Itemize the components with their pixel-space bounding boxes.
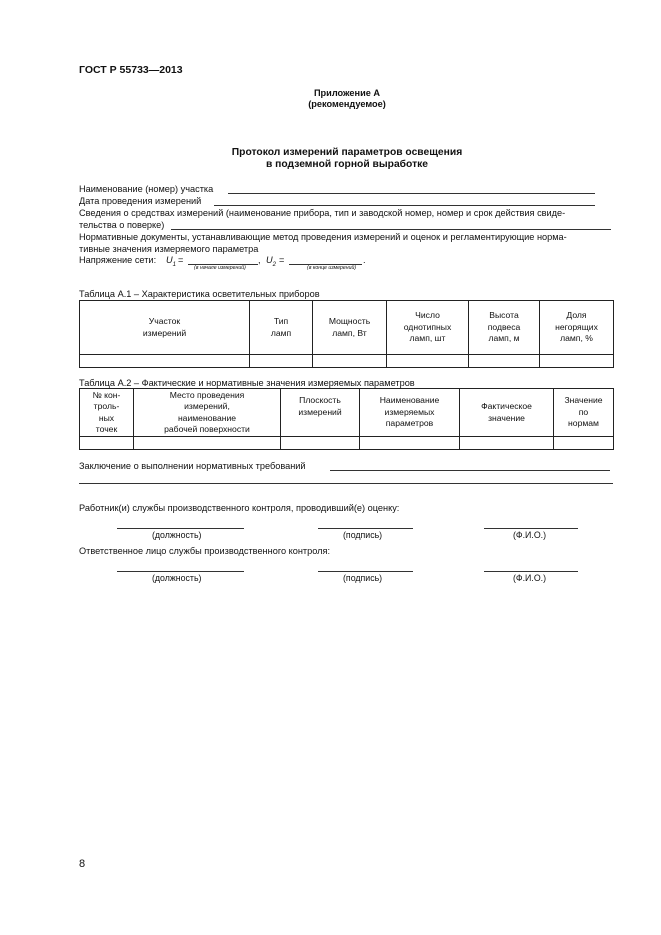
- table2-header-location: Место проведения измерений, наименование рабочей поверхности: [134, 389, 281, 437]
- responsible-position-line[interactable]: [117, 571, 244, 572]
- conclusion-line-1[interactable]: [330, 470, 610, 471]
- u2-equals: =: [279, 255, 285, 265]
- u2-symbol: $U_2$: [266, 255, 276, 268]
- worker-position-line[interactable]: [117, 528, 244, 529]
- measured-parameters-table: [79, 388, 614, 450]
- table-cell[interactable]: [80, 355, 250, 368]
- table2-header-point-number: № кон- троль- ных точек: [80, 389, 134, 437]
- conclusion-line-2[interactable]: [79, 483, 613, 484]
- table-cell[interactable]: [281, 437, 360, 450]
- conclusion-label: Заключение о выполнении нормативных требований: [79, 461, 306, 471]
- table-cell[interactable]: [469, 355, 540, 368]
- table1-header-power: Мощность ламп, Вт: [313, 301, 387, 355]
- responsible-name-line[interactable]: [484, 571, 578, 572]
- responsible-position-caption: (должность): [152, 573, 202, 583]
- voltage-label: Напряжение сети:: [79, 255, 157, 265]
- table-cell[interactable]: [250, 355, 313, 368]
- table-cell[interactable]: [313, 355, 387, 368]
- table-cell[interactable]: [540, 355, 614, 368]
- area-name-line[interactable]: [228, 193, 595, 194]
- normative-docs-label-line2: тивные значения измеряемого параметра: [79, 244, 259, 254]
- appendix-title: Приложение А: [313, 88, 381, 98]
- responsible-name-caption: (Ф.И.О.): [513, 573, 547, 583]
- instruments-label-line2: тельства о поверке): [79, 220, 165, 230]
- normative-docs-label-line1: Нормативные документы, устанавливающие метод проведения измерений и оценок и регламентирующие норма-: [79, 232, 567, 242]
- u1-comma: ,: [258, 255, 261, 265]
- table2-header-norm-value: Значение по нормам: [554, 389, 614, 437]
- instruments-label-line1: Сведения о средствах измерений (наименование прибора, тип и заводской номер, номер и срок действия свиде-: [79, 208, 566, 218]
- worker-signature-caption: (подпись): [343, 530, 383, 540]
- u1-symbol: $U_1$: [166, 255, 176, 268]
- table-cell[interactable]: [554, 437, 614, 450]
- responsible-signature-line[interactable]: [318, 571, 413, 572]
- measurement-date-label: Дата проведения измерений: [79, 196, 202, 206]
- u2-dot: .: [363, 255, 366, 265]
- protocol-title-line1: Протокол измерений параметров освещения: [231, 147, 463, 158]
- table1-header-row: [80, 301, 614, 355]
- page-number: 8: [79, 858, 86, 870]
- u1-equals: =: [178, 255, 184, 265]
- responsible-signature-caption: (подпись): [343, 573, 383, 583]
- worker-name-line[interactable]: [484, 528, 578, 529]
- table-cell[interactable]: [80, 437, 134, 450]
- table1-caption: Таблица А.1 – Характеристика осветительных приборов: [79, 289, 320, 299]
- worker-name-caption: (Ф.И.О.): [513, 530, 547, 540]
- u2-hint: (в конце измерений): [307, 265, 357, 271]
- area-name-label: Наименование (номер) участка: [79, 184, 214, 194]
- document-standard-header: ГОСТ Р 55733—2013: [79, 64, 183, 76]
- lighting-devices-table: [79, 300, 614, 368]
- table1-header-count: Число однотипных ламп, шт: [387, 301, 469, 355]
- appendix-type: (рекомендуемое): [308, 99, 386, 109]
- table2-header-plane: Плоскость измерений: [281, 389, 360, 437]
- table1-header-height: Высота подвеса ламп, м: [469, 301, 540, 355]
- workers-label: Работник(и) службы производственного контроля, проводивший(е) оценку:: [79, 503, 400, 513]
- table-row[interactable]: [80, 355, 614, 368]
- table-cell[interactable]: [460, 437, 554, 450]
- table1-header-lamp-type: Тип ламп: [250, 301, 313, 355]
- measurement-date-line[interactable]: [214, 205, 595, 206]
- instruments-line[interactable]: [171, 229, 611, 230]
- u1-hint: (в начале измерений): [194, 265, 246, 271]
- worker-signature-line[interactable]: [318, 528, 413, 529]
- table2-header-row: [80, 389, 614, 437]
- table2-caption: Таблица А.2 – Фактические и нормативные значения измеряемых параметров: [79, 378, 415, 388]
- table-cell[interactable]: [134, 437, 281, 450]
- table-cell[interactable]: [360, 437, 460, 450]
- responsible-label: Ответственное лицо службы производственного контроля:: [79, 546, 331, 556]
- protocol-title-line2: в подземной горной выработке: [265, 159, 428, 170]
- table2-header-parameter-name: Наименование измеряемых параметров: [360, 389, 460, 437]
- table-cell[interactable]: [387, 355, 469, 368]
- table1-header-failed-share: Доля негорящих ламп, %: [540, 301, 614, 355]
- table1-header-area: Участок измерений: [80, 301, 250, 355]
- worker-position-caption: (должность): [152, 530, 202, 540]
- table2-header-actual-value: Фактическое значение: [460, 389, 554, 437]
- table-row[interactable]: [80, 437, 614, 450]
